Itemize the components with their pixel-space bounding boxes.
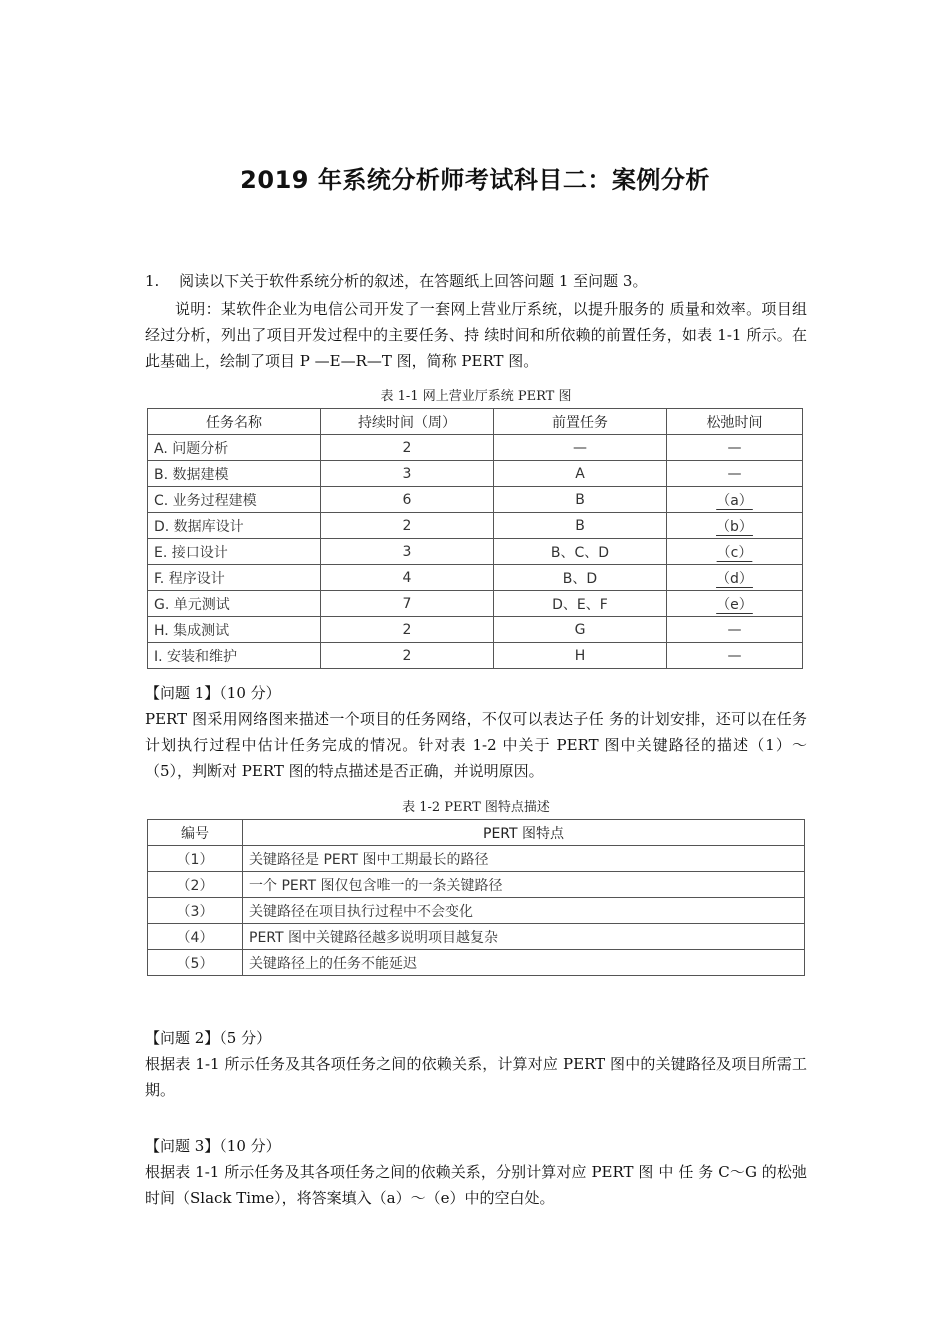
task-slack: — [667,461,803,487]
task-name: C. 业务过程建模 [148,487,321,513]
task-predecessor: B、C、D [494,539,667,565]
task-name: D. 数据库设计 [148,513,321,539]
task-slack: — [667,617,803,643]
task-predecessor: H [494,643,667,669]
table-row [148,643,803,669]
task-duration: 7 [321,591,494,617]
table-header-row [148,409,803,435]
task-duration: 3 [321,539,494,565]
table-row [148,461,803,487]
table-header-row [148,820,805,846]
col-task-name: 任务名称 [148,409,321,435]
pert-feature-table [147,819,805,976]
table-row [148,487,803,513]
task-duration: 2 [321,513,494,539]
question2-text: 根据表 1-1 所示任务及其各项任务之间的依赖关系，计算对应 PERT 图中的关键路径及项目所需工期。 [145,1055,807,1099]
feature-number: （5） [148,950,243,976]
task-name: I. 安装和维护 [148,643,321,669]
feature-text: 关键路径是 PERT 图中工期最长的路径 [243,846,805,872]
feature-number: （4） [148,924,243,950]
table-row [148,565,803,591]
task-predecessor: A [494,461,667,487]
task-duration: 3 [321,461,494,487]
col-predecessor: 前置任务 [494,409,667,435]
feature-number: （1） [148,846,243,872]
task-duration: 2 [321,435,494,461]
feature-text: 关键路径上的任务不能延迟 [243,950,805,976]
table-row [148,950,805,976]
task-duration: 2 [321,643,494,669]
question1-heading: 【问题 1】（10 分） [145,684,281,702]
slack-blank-d: （d） [716,570,753,587]
table-row [148,617,803,643]
slack-blank-e: （e） [716,596,753,613]
task-predecessor: B、D [494,565,667,591]
task-name: B. 数据建模 [148,461,321,487]
task-predecessor: B [494,513,667,539]
col-number: 编号 [148,820,243,846]
page-title: 2019 年系统分析师考试科目二：案例分析 [240,166,710,194]
table-row [148,591,803,617]
question3-text: 根据表 1-1 所示任务及其各项任务之间的依赖关系，分别计算对应 PERT 图 中 任 务 C～G 的松弛时间（Slack Time），将答案填入（a）～（e）中的空白处。 [145,1163,807,1207]
task-predecessor: D、E、F [494,591,667,617]
col-duration: 持续时间（周） [321,409,494,435]
table-row [148,898,805,924]
table-row [148,846,805,872]
table1-caption: 表 1-1 网上营业厅系统 PERT 图 [380,389,572,404]
feature-text: 一个 PERT 图仅包含唯一的一条关键路径 [243,872,805,898]
task-slack: — [667,643,803,669]
task-slack: — [667,435,803,461]
table-row [148,872,805,898]
task-predecessor: B [494,487,667,513]
task-name: G. 单元测试 [148,591,321,617]
question3-heading: 【问题 3】（10 分） [145,1137,281,1155]
table-row [148,924,805,950]
task-duration: 4 [321,565,494,591]
table2-caption: 表 1-2 PERT 图特点描述 [402,800,550,815]
description-paragraph: 说明：某软件企业为电信公司开发了一套网上营业厅系统，以提升服务的 质量和效率。项目组经过分析，列出了项目开发过程中的主要任务、持 续时间和所依赖的前置任务，如表 1-1 所示。在此基础上，绘制了项目 P —E—R—T 图，简称 PERT 图。 [145,300,807,370]
table-row [148,513,803,539]
feature-number: （2） [148,872,243,898]
task-predecessor: — [494,435,667,461]
feature-text: 关键路径在项目执行过程中不会变化 [243,898,805,924]
pert-task-table [147,408,803,669]
question2-heading: 【问题 2】（5 分） [145,1029,272,1047]
slack-blank-c: （c） [716,544,753,561]
col-feature: PERT 图特点 [243,820,805,846]
task-duration: 2 [321,617,494,643]
task-name: E. 接口设计 [148,539,321,565]
task-name: F. 程序设计 [148,565,321,591]
task-predecessor: G [494,617,667,643]
question1-text: PERT 图采用网络图来描述一个项目的任务网络，不仅可以表达子任 务的计划安排，还可以在任务计划执行过程中估计任务完成的情况。针对表 1-2 中关于 PERT 图中关键路径的描述（1）～（5），判断对 PERT 图的特点描述是否正确，并说明原因。 [145,710,807,780]
col-slack: 松弛时间 [667,409,803,435]
task-name: H. 集成测试 [148,617,321,643]
task-name: A. 问题分析 [148,435,321,461]
feature-number: （3） [148,898,243,924]
table-row [148,539,803,565]
slack-blank-a: （a） [716,492,753,509]
table-row [148,435,803,461]
slack-blank-b: （b） [716,518,753,535]
task-duration: 6 [321,487,494,513]
question-intro: 1. 阅读以下关于软件系统分析的叙述，在答题纸上回答问题 1 至问题 3。 [145,272,648,290]
feature-text: PERT 图中关键路径越多说明项目越复杂 [243,924,805,950]
